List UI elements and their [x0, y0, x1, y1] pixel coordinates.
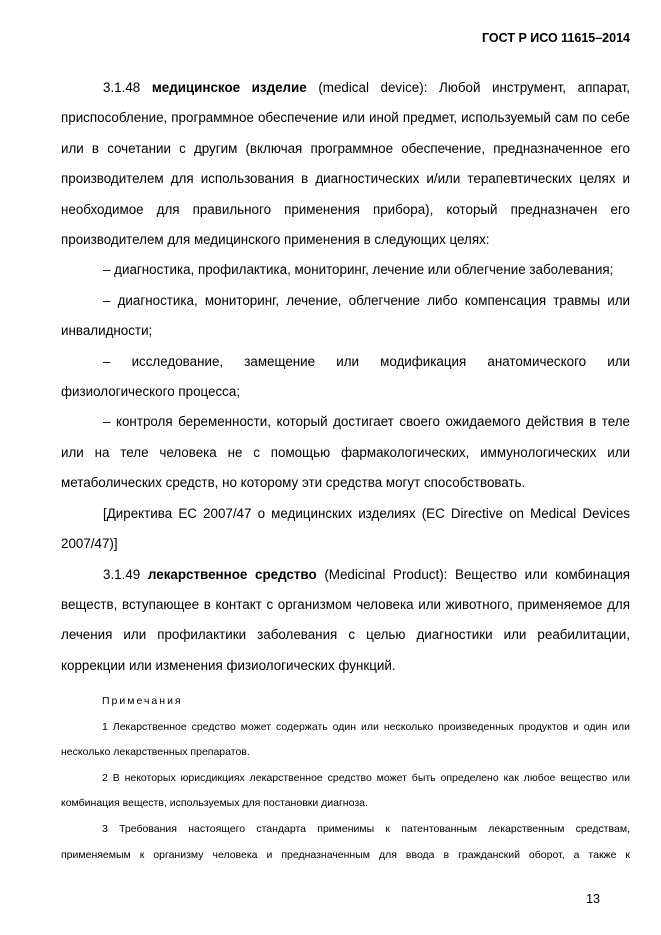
definition-text: (Medicinal Product): Вещество или комбинация веществ, вступающее в контакт с организмом человека или животного, применяемое для лечения или профилактики заболевания с целью диагностики или реабилитации, коррекции или изменения физиологических функций.	[61, 566, 630, 673]
note-item: 1 Лекарственное средство может содержать один или несколько произведенных продуктов и один или несколько лекарственных препаратов.	[61, 720, 630, 759]
clause-number: 3.1.49	[103, 566, 141, 582]
definition-text: (medical device): Любой инструмент, аппарат, приспособление, программное обеспечение или иной предмет, используемый сам по себе или в сочетании с другим (включая программное обеспечение, предназначенное его производителем для использования в диагностических и/или терапевтических целях и необходимое для правильного применения прибора), который предназначен его производителем для медицинского применения в следующих целях:	[61, 80, 630, 248]
term-medicinal-product: лекарственное средство	[147, 566, 317, 582]
note-item: 3 Требования настоящего стандарта применимы к патентованным лекарственным средствам, применяемым к организму человека и предназначенным для ввода в гражданский оборот, а также к	[61, 822, 630, 861]
definition-3-1-48	[61, 73, 630, 255]
term-medical-device: медицинское изделие	[151, 80, 307, 95]
list-item: – диагностика, мониторинг, лечение, облегчение либо компенсация травмы или инвалидности;	[61, 292, 630, 339]
notes-title: Примечания	[102, 695, 183, 707]
note-item: 2 В некоторых юрисдикциях лекарственное средство может быть определено как любое вещество или комбинация веществ, используемых для постановки диагноза.	[61, 771, 630, 810]
list-item: – контроля беременности, который достигает своего ожидаемого действия в теле или на теле человека не с помощью фармакологических, иммунологических или метаболических средств, но которому эти средства могут способствовать.	[61, 414, 630, 491]
clause-number: 3.1.48	[103, 80, 141, 95]
definition-3-1-49	[61, 560, 630, 682]
directive-reference: [Директива ЕС 2007/47 о медицинских изделиях (EC Directive on Medical Devices 2007/47)]	[61, 505, 630, 552]
page-number: 13	[586, 892, 600, 906]
list-item: – диагностика, профилактика, мониторинг, лечение или облегчение заболевания;	[103, 262, 614, 278]
notes-section	[61, 689, 630, 868]
document-body	[61, 73, 630, 681]
document-header: ГОСТ Р ИСО 11615–2014	[481, 31, 630, 45]
list-item: – исследование, замещение или модификация анатомического или физиологического процесса;	[61, 353, 630, 400]
